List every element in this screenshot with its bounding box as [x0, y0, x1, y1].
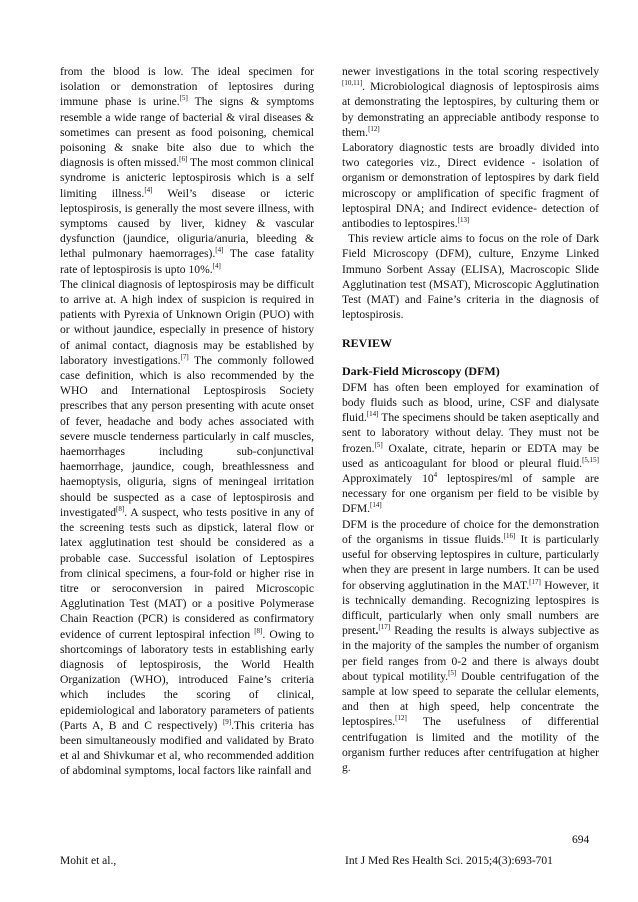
citation-ref: 4 — [433, 471, 438, 480]
citation-ref: [13] — [457, 216, 470, 225]
paragraph: newer investigations in the total scoring respectively [10,11]. Microbiological diagnosis of leptospirosis aims at demonstrating the leptospires, by culturing them or by demonstrating an appreciable antibody response to them.[12] — [342, 65, 599, 139]
left-column — [60, 64, 314, 779]
citation-ref: [17] — [378, 623, 391, 632]
subsection-heading: Dark-Field Microscopy (DFM) — [342, 363, 500, 378]
right-column — [342, 64, 599, 775]
paragraph: DFM is the procedure of choice for the demonstration of the organisms in tissue fluids.[16] It is particularly useful for observing leptospires in culture, particularly when they are present in large numbers. It can be used for observing agglutination in the MAT.[17] However, it is technically demanding. Recognizing leptospires is difficult, particularly when only small numbers are present.[17] Reading the results is always subjective as in the majority of the samples the number of organism per field ranges from 0-2 and there is always doubt about typical motility.[5] Double centrifugation of the sample at low speed to separate the cellular elements, and then at high speed, help concentrate the leptospires.[12] The usefulness of differential centrifugation is limited and the motility of the organism further reduces after centrifugation at higher g. — [342, 517, 599, 774]
citation-ref: [8] — [116, 505, 125, 514]
citation-ref: [12] — [395, 714, 407, 723]
citation-ref: [5] — [179, 94, 188, 103]
paragraph: This review article aims to focus on the role of Dark Field Microscopy (DFM), culture, Enzyme Linked Immuno Sorbent Assay (ELISA), Macroscopic Slide Agglutination test (MSAT), Microscopic Agglutination Test (MAT) and Faine’s criteria in the diagnosis of leptospirosis. — [342, 232, 599, 322]
citation-ref: [14] — [370, 501, 382, 510]
citation-ref: [5] — [374, 440, 383, 449]
bold-text: . — [375, 624, 379, 638]
section-heading: REVIEW — [342, 336, 393, 351]
citation-ref: [10,11] — [342, 79, 363, 88]
citation-ref: [4] — [144, 185, 153, 194]
paragraph: DFM has often been employed for examination of body fluids such as blood, urine, CSF and dialysate fluid.[14] The specimens should be taken aseptically and sent to laboratory without delay. They must not be frozen.[5] Oxalate, citrate, heparin or EDTA may be used as anticoagulant for blood or pleural fluid.[5,15] Approximately $10^4$ leptospires/ml of sample are necessary for one organism per field to be visible by DFM.[14] — [342, 380, 600, 516]
paragraph: Laboratory diagnostic tests are broadly divided into two categories viz., Direct evidence - isolation of organism or demonstration of leptospires by dark field microscopy or amplification of specific fragment of leptospiral DNA; and Indirect evidence- detection of antibodies to leptospires.[13] — [342, 141, 599, 231]
footer-citation: Int J Med Res Health Sci. 2015;4(3):693-701 — [345, 855, 553, 867]
citation-ref: [4] — [212, 261, 221, 270]
citation-ref: [7] — [180, 353, 189, 361]
citation-ref: [5,15] — [582, 456, 599, 465]
paragraph: The clinical diagnosis of leptospirosis may be difficult to arrive at. A high index of suspicion is required in patients with Pyrexia of Unknown Origin (PUO) with or without jaundice, especially in presence of history of animal contact, diagnosis may be established by laboratory investigations.[7] The commonly followed case definition, which is also recommended by the WHO and International Leptospirosis Society prescribes that any person presenting with acute onset of fever, headache and body aches associated with severe muscle tenderness particularly in calf muscles, haemorrhages including sub-conjunctival haemorrhage, jaundice, cough, breathlessness and haemoptysis, oliguria, signs of meningeal irritation should be suspected as a case of leptospirosis and investigated[8]. A suspect, who tests positive in any of the screening tests such as dipstick, lateral flow or latex agglutination test should be considered as a probable case. Successful isolation of Leptospires from clinical specimens, a four-fold or higher rise in titre or seroconversion in paired Microscopic Agglutination Test (MAT) or a positive Polymerase Chain Reaction (PCR) is considered as confirmatory evidence of current leptospiral infection [8]. Owing to shortcomings of laboratory tests in establishing early diagnosis of leptospirosis, the World Health Organization (WHO), introduced Faine’s criteria which includes the scoring of clinical, epidemiological and laboratory parameters of patients (Parts A, B and C respectively) [9].This criteria has been simultaneously modified and validated by Brato et al and Shivkumar et al, who recommended addition of abdominal symptoms, local factors like rainfall and — [60, 277, 314, 778]
paragraph: from the blood is low. The ideal specimen for isolation or demonstration of leptosires during immune phase is urine.[5] The signs & symptoms resemble a wide range of bacterial & viral diseases & sometimes can present as food poisoning, chemical poisoning & snake bite also due to which the diagnosis is often missed.[6] The most common clinical syndrome is anicteric leptospirosis which is a self limiting illness.[4] Weil’s disease or icteric leptospirosis, is generally the most severe illness, with symptoms caused by liver, kidney & vascular dysfunction (jaundice, oliguria/anuria, bleeding & lethal pulmonary haemorrages).[4] The case fatality rate of leptospirosis is upto 10%.[4] — [60, 65, 315, 276]
page-number: 694 — [572, 834, 590, 846]
citation-ref: [9] — [222, 717, 232, 726]
citation-ref: [5] — [448, 668, 457, 677]
citation-ref: [16] — [503, 532, 516, 541]
citation-ref: [6] — [179, 155, 188, 164]
citation-ref: [17] — [529, 577, 541, 586]
citation-ref: [14] — [366, 410, 379, 419]
citation-ref: [12] — [368, 124, 380, 133]
citation-ref: [8] — [254, 626, 263, 635]
footer-author: Mohit et al., — [60, 855, 117, 867]
citation-ref: [4] — [215, 246, 224, 255]
